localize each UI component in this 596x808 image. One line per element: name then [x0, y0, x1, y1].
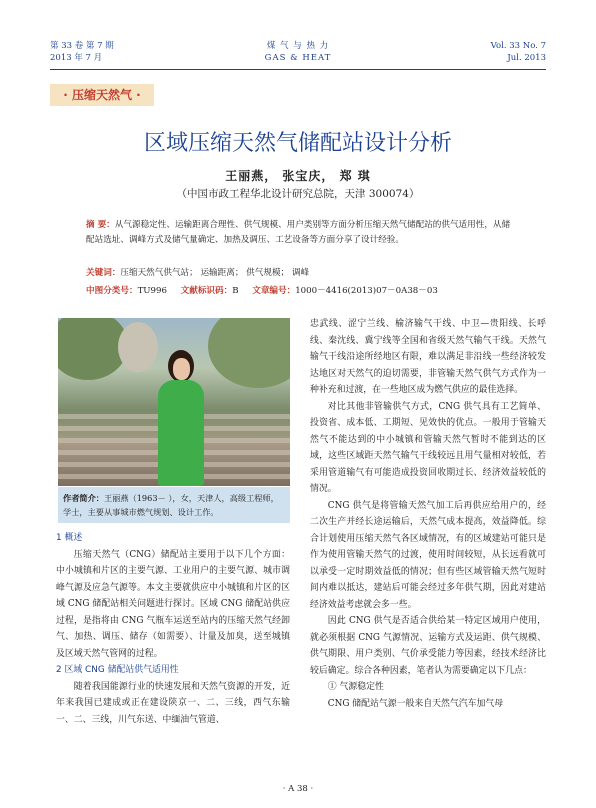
header-divider	[50, 69, 546, 70]
left-column	[56, 530, 290, 728]
page-number: · A 38 ·	[282, 784, 314, 794]
abstract	[86, 218, 518, 248]
keywords	[86, 266, 518, 281]
column-tag: · 压缩天然气 ·	[50, 84, 154, 106]
paragraph: 压缩天然气（CNG）储配站主要用于以下几个方面：中小城镇和片区的主要气源、工业用户的主要气源、城市调峰气源及应急气源等。本文主要就供应中小城镇和片区的区域 CNG 储配站相关问题进行探讨。区域 CNG 储配站供应过程，是指将由 CNG 气瓶车运送至站内的压缩天然气经卸气、加热、调压、储存（如需要）、计量及加臭，送至城镇及区域天然气管网的过程。	[56, 549, 290, 659]
right-column	[310, 316, 546, 712]
list-item: ① 气源稳定性	[327, 682, 384, 692]
paragraph: CNG 供气是将管输天然气加工后再供应给用户的，经二次生产并经长途运输后，天然气成本提高，效益降低。综合计划使用压缩天然气各区域情况，有的区域建站可能只是作为使用管输天然气的过渡，使用时间较短，从长远看就可以承受一定时期效益低的情况；但有些区域管输天然气短时间内难以抵达，建站后可能会经过多年供气期，因此对建站经济效益考虑就会多一些。	[310, 500, 546, 610]
photo-tree	[208, 318, 290, 388]
section-2-heading: 2 区域 CNG 储配站供气适用性	[56, 665, 179, 675]
abstract-text: 从气源稳定性、运输距离合理性、供气规模、用户类别等方面分析压缩天然气储配站的供气适用性，从储配站选址、调峰方式及储气量确定、加热及调压、工艺设备等方面分享了设计经验。	[86, 220, 511, 245]
paragraph: 随着我国能源行业的快速发展和天然气资源的开发，近年来我国已建成或正在建设陕京一、二、三线，西气东输一、二、三线，川气东送、中缅油气管道、	[56, 681, 290, 725]
paragraph: 忠武线、涩宁兰线、榆济输气干线、中卫—贵阳线、长呼线、秦沈线、冀宁线等全国和省级天然气输气干线。天然气输气干线沿途所经地区有限，难以满足非沿线一些经济较发达地区对天然气的迫切需要，非管输天然气供气方式作为一种补充和过渡，在一些地区成为燃气供应的最佳选择。	[310, 319, 546, 395]
author-bio-label: 作者简介：	[63, 493, 104, 503]
journal-name-en: GAS & HEAT	[264, 53, 332, 63]
clc-label: 中图分类号：	[86, 286, 138, 296]
journal-volume-info-en	[491, 40, 546, 64]
volume-issue: 第 33 卷 第 7 期	[50, 41, 114, 51]
article-title: 区域压缩天然气储配站设计分析	[143, 131, 452, 156]
paragraph: 对比其他非管输供气方式，CNG 供气具有工艺简单、投资省、成本低、工期短、见效快的优点。一般用于管输天然气不能达到的中小城镇和管输天然气暂时不能到达的区域，这些区域距天然气输气干线较远且用气量相对较低，若采用管道输气有可能造成投资回收期过长、经济效益较低的情况。	[310, 401, 546, 494]
affiliation: （中国市政工程华北设计研究总院，天津 300074）	[176, 188, 420, 200]
photo-person-face	[173, 358, 190, 380]
paragraph: CNG 储配站气源一般来自天然气汽车加气母	[327, 698, 504, 709]
article-id-value: 1000－4416(2013)07－0A38－03	[295, 286, 438, 296]
clc-value: TU996	[137, 286, 167, 296]
keywords-label: 关键词：	[86, 268, 121, 278]
classification-line	[86, 284, 518, 299]
article-id-label: 文章编号：	[252, 286, 296, 296]
doc-code-value: B	[232, 286, 239, 296]
publication-date: 2013 年 7 月	[50, 53, 103, 63]
photo-person-body	[158, 380, 204, 486]
journal-name-cn: 煤 气 与 热 力	[266, 41, 330, 51]
author-bio-text: 王丽燕（1963－ ），女，天津人，高级工程师，学士，主要从事城市燃气规划、设计工作。	[63, 493, 279, 517]
publication-date-en: Jul. 2013	[507, 53, 546, 63]
keywords-text: 压缩天然气供气站； 运输距离； 供气规模； 调峰	[120, 268, 310, 278]
author-photo	[58, 318, 290, 486]
paragraph: 因此 CNG 供气是否适合供给某一特定区域用户使用，就必须根据 CNG 气源情况、运输方式及运距、供气规模、供气期限、用户类别、气价承受能力等因素，经技术经济比较后确定。综合各种因素，笔者认为需要确定以下几点：	[310, 616, 546, 676]
photo-rock	[118, 322, 158, 372]
volume-issue-en: Vol. 33 No. 7	[490, 41, 546, 51]
author-bio	[58, 487, 290, 523]
doc-code-label: 文献标识码：	[180, 286, 233, 296]
authors: 王丽燕， 张宝庆， 郑 琪	[225, 169, 371, 183]
abstract-label: 摘 要：	[86, 220, 115, 230]
section-1-heading: 1 概述	[56, 533, 83, 543]
